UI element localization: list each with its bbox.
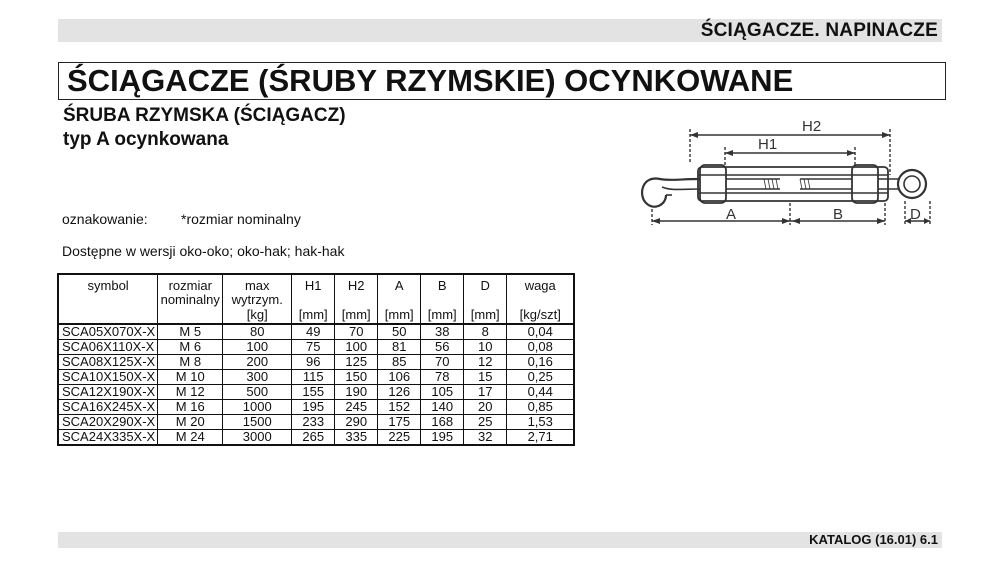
table-cell: 150 [335,370,378,385]
table-cell: SCA10X150X-X [58,370,158,385]
table-cell: 152 [378,400,421,415]
availability-text: Dostępne w wersji oko-oko; oko-hak; hak-hak [62,243,345,259]
unit-max: [kg] [223,308,292,324]
table-cell: 100 [335,340,378,355]
dim-b-label: B [833,206,844,223]
table-cell: 0,44 [507,385,575,400]
table-cell: 70 [335,324,378,340]
table-cell: 0,25 [507,370,575,385]
table-cell: 290 [335,415,378,430]
table-cell: 106 [378,370,421,385]
table-cell: 49 [292,324,335,340]
table-cell: 0,85 [507,400,575,415]
table-cell: 335 [335,430,378,446]
table-cell: M 12 [158,385,223,400]
unit-b: [mm] [421,308,464,324]
col-weight: waga [507,274,575,308]
col-size: rozmiar nominalny [158,274,223,324]
table-cell: 2,71 [507,430,575,446]
table-cell: 300 [223,370,292,385]
turnbuckle-drawing [630,115,950,237]
table-cell: 126 [378,385,421,400]
col-d: D [464,274,507,308]
table-cell: 17 [464,385,507,400]
table-cell: 190 [335,385,378,400]
table-cell: 500 [223,385,292,400]
table-cell: M 5 [158,324,223,340]
table-cell: 140 [421,400,464,415]
unit-h2: [mm] [335,308,378,324]
table-cell: 96 [292,355,335,370]
col-symbol: symbol [58,274,158,324]
table-cell: SCA08X125X-X [58,355,158,370]
marking-label: oznakowanie: [62,211,148,227]
table-cell: 85 [378,355,421,370]
table-cell: 125 [335,355,378,370]
table-cell: M 10 [158,370,223,385]
table-row [58,340,574,355]
unit-h1: [mm] [292,308,335,324]
table-cell: 10 [464,340,507,355]
spec-table-wrap [57,273,575,446]
table-cell: 81 [378,340,421,355]
table-cell: M 16 [158,400,223,415]
table-cell: 25 [464,415,507,430]
col-max-strength: max wytrzym. [223,274,292,308]
table-cell: 1500 [223,415,292,430]
table-row [58,370,574,385]
table-cell: 20 [464,400,507,415]
title-box [58,62,946,100]
dim-d-label: D [910,206,921,223]
table-cell: 225 [378,430,421,446]
table-cell: 75 [292,340,335,355]
table-row [58,385,574,400]
unit-weight: [kg/szt] [507,308,575,324]
table-cell: 175 [378,415,421,430]
header-category: ŚCIĄGACZE. NAPINACZE [700,20,938,41]
table-row [58,415,574,430]
table-cell: 0,04 [507,324,575,340]
table-row [58,400,574,415]
table-cell: 168 [421,415,464,430]
table-cell: 12 [464,355,507,370]
table-cell: 70 [421,355,464,370]
table-cell: 15 [464,370,507,385]
table-cell: 32 [464,430,507,446]
table-cell: M 20 [158,415,223,430]
table-cell: 195 [421,430,464,446]
table-cell: 3000 [223,430,292,446]
table-cell: 78 [421,370,464,385]
dim-h1-label: H1 [758,136,778,153]
table-cell: M 6 [158,340,223,355]
spec-table-body [58,324,574,445]
table-row [58,324,574,340]
table-cell: 233 [292,415,335,430]
footer-catalog: KATALOG (16.01) 6.1 [809,532,938,547]
table-cell: 105 [421,385,464,400]
table-cell: SCA24X335X-X [58,430,158,446]
table-cell: SCA16X245X-X [58,400,158,415]
table-cell: 115 [292,370,335,385]
dim-h2-label: H2 [802,118,822,135]
table-cell: 265 [292,430,335,446]
col-h2: H2 [335,274,378,308]
table-cell: 8 [464,324,507,340]
table-cell: 195 [292,400,335,415]
table-row [58,355,574,370]
table-cell: SCA12X190X-X [58,385,158,400]
table-cell: M 24 [158,430,223,446]
col-h1: H1 [292,274,335,308]
table-cell: 0,16 [507,355,575,370]
unit-a: [mm] [378,308,421,324]
page-title: ŚCIĄGACZE (ŚRUBY RZYMSKIE) OCYNKOWANE [67,63,794,98]
table-cell: 1000 [223,400,292,415]
table-cell: 50 [378,324,421,340]
dim-a-label: A [726,206,737,223]
table-cell: 245 [335,400,378,415]
table-row [58,430,574,446]
marking-note: *rozmiar nominalny [181,211,301,227]
table-cell: 155 [292,385,335,400]
col-b: B [421,274,464,308]
spec-table [57,273,575,446]
table-cell: 100 [223,340,292,355]
table-cell: 200 [223,355,292,370]
unit-d: [mm] [464,308,507,324]
table-cell: SCA06X110X-X [58,340,158,355]
product-type: typ A ocynkowana [63,129,229,150]
table-cell: 80 [223,324,292,340]
table-cell: 0,08 [507,340,575,355]
col-a: A [378,274,421,308]
table-cell: M 8 [158,355,223,370]
product-subtitle: ŚRUBA RZYMSKA (ŚCIĄGACZ) [63,105,346,126]
table-cell: SCA20X290X-X [58,415,158,430]
table-cell: SCA05X070X-X [58,324,158,340]
table-cell: 56 [421,340,464,355]
table-cell: 1,53 [507,415,575,430]
table-cell: 38 [421,324,464,340]
